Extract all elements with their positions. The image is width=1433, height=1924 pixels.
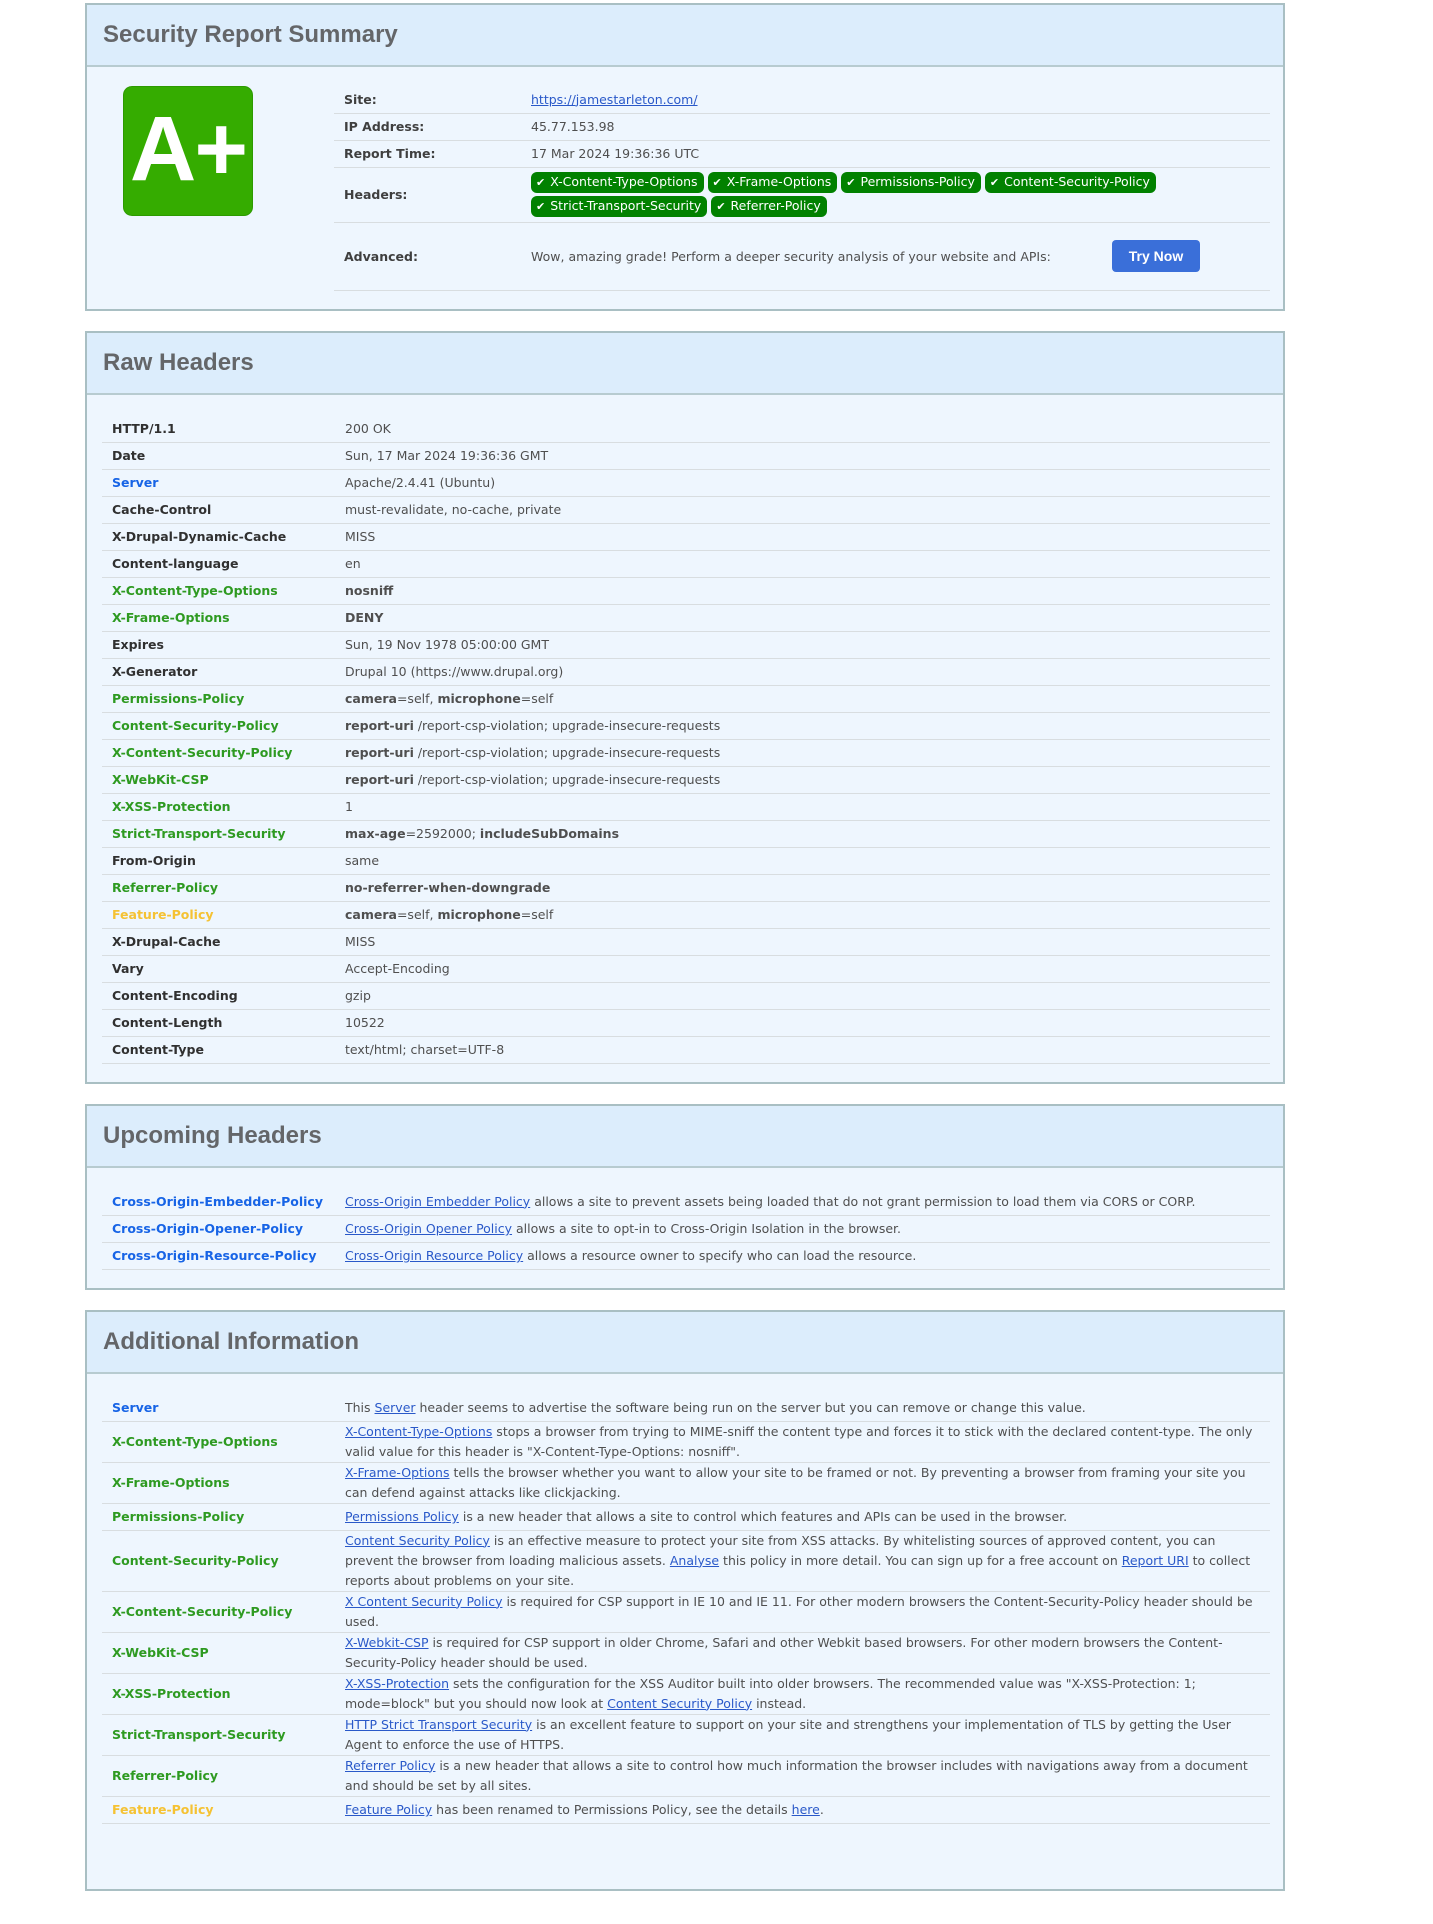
header-value bbox=[335, 901, 1270, 928]
header-pill-label: Referrer-Policy bbox=[730, 198, 821, 214]
summary-table bbox=[334, 86, 1270, 291]
header-name: X-XSS-Protection bbox=[102, 793, 335, 820]
doc-link-x-xss-protection[interactable]: X-XSS-Protection bbox=[345, 1675, 450, 1691]
header-value bbox=[335, 415, 1270, 442]
header-pill-label: Permissions-Policy bbox=[860, 174, 975, 190]
raw-header-row-x-xss-protection bbox=[102, 793, 1270, 820]
header-name: Content-Type bbox=[102, 1036, 335, 1063]
value-keyword: report-uri bbox=[345, 772, 414, 787]
value-keyword: nosniff bbox=[345, 583, 394, 598]
doc-link-report-uri[interactable]: Report URI bbox=[1121, 1552, 1189, 1568]
value-text: 10522 bbox=[345, 1015, 385, 1030]
value-keyword: max-age bbox=[345, 826, 406, 841]
raw-header-row-from-origin bbox=[102, 847, 1270, 874]
value-text: is an excellent feature to support on your site and strengthens your implementation of TLS by getting the User Agent to enforce the use of HTTPS. bbox=[345, 1716, 1231, 1752]
doc-link-referrer-policy[interactable]: Referrer Policy bbox=[345, 1757, 436, 1773]
report-time-value: 17 Mar 2024 19:36:36 UTC bbox=[521, 140, 1270, 167]
header-value bbox=[335, 955, 1270, 982]
info-row-x-content-type-options bbox=[102, 1421, 1270, 1462]
value-text: is an effective measure to protect your site from XSS attacks. By whitelisting sources of approved content, you can prevent the browser from loading malicious assets. bbox=[345, 1532, 1216, 1568]
value-text: Accept-Encoding bbox=[345, 961, 450, 976]
header-name: Cache-Control bbox=[102, 496, 335, 523]
header-name: Server bbox=[102, 1394, 335, 1421]
try-now-button[interactable]: Try Now bbox=[1112, 240, 1200, 272]
header-value bbox=[335, 685, 1270, 712]
value-text: header seems to advertise the software being run on the server but you can remove or change this value. bbox=[415, 1399, 1086, 1415]
header-pill-x-frame-options bbox=[708, 172, 838, 193]
header-value bbox=[335, 1188, 1270, 1215]
header-value bbox=[335, 658, 1270, 685]
header-value bbox=[335, 1462, 1270, 1503]
header-name: X-WebKit-CSP bbox=[102, 766, 335, 793]
raw-header-row-x-generator bbox=[102, 658, 1270, 685]
info-row-content-security-policy bbox=[102, 1530, 1270, 1591]
header-value bbox=[335, 1215, 1270, 1242]
value-text: Apache/2.4.41 (Ubuntu) bbox=[345, 475, 496, 490]
value-keyword: report-uri bbox=[345, 718, 414, 733]
raw-header-row-feature-policy bbox=[102, 901, 1270, 928]
raw-header-row-x-webkit-csp bbox=[102, 766, 1270, 793]
value-text: allows a site to prevent assets being loaded that do not grant permission to load them via CORS or CORP. bbox=[530, 1193, 1196, 1209]
value-text: /report-csp-violation; upgrade-insecure-requests bbox=[413, 745, 721, 760]
value-text: Drupal 10 (https://www.drupal.org) bbox=[345, 664, 564, 679]
header-value bbox=[335, 442, 1270, 469]
value-text: This bbox=[345, 1399, 375, 1415]
value-keyword: microphone bbox=[437, 691, 521, 706]
header-name: Content-Security-Policy bbox=[102, 712, 335, 739]
upcoming-headers-table bbox=[102, 1188, 1270, 1270]
header-value bbox=[335, 1394, 1270, 1421]
value-text: has been renamed to Permissions Policy, see the details bbox=[432, 1802, 792, 1817]
header-value bbox=[335, 1714, 1270, 1755]
doc-link-permissions-policy[interactable]: Permissions Policy bbox=[345, 1509, 459, 1524]
advanced-text: Wow, amazing grade! Perform a deeper security analysis of your website and APIs: bbox=[531, 248, 1051, 264]
headers-label: Headers: bbox=[334, 167, 521, 222]
header-name: X-Drupal-Cache bbox=[102, 928, 335, 955]
value-keyword: camera bbox=[345, 691, 397, 706]
header-value bbox=[335, 712, 1270, 739]
header-name: X-XSS-Protection bbox=[102, 1673, 335, 1714]
value-text: =self, bbox=[396, 907, 438, 922]
header-name: Feature-Policy bbox=[102, 1796, 335, 1823]
doc-link-http-strict-transport-security[interactable]: HTTP Strict Transport Security bbox=[345, 1716, 533, 1732]
header-value bbox=[335, 1530, 1270, 1591]
ip-label: IP Address: bbox=[334, 113, 521, 140]
value-text: /report-csp-violation; upgrade-insecure-requests bbox=[413, 718, 721, 733]
raw-header-row-content-language bbox=[102, 550, 1270, 577]
header-pill-permissions-policy bbox=[841, 172, 981, 193]
header-value bbox=[335, 820, 1270, 847]
header-name: X-Content-Type-Options bbox=[102, 1421, 335, 1462]
header-value bbox=[335, 1421, 1270, 1462]
value-keyword: includeSubDomains bbox=[479, 826, 620, 841]
value-keyword: DENY bbox=[345, 610, 384, 625]
check-icon: ✔ bbox=[989, 176, 1000, 189]
header-value bbox=[335, 1632, 1270, 1673]
header-value bbox=[335, 739, 1270, 766]
header-value bbox=[335, 1242, 1270, 1269]
raw-header-row-x-drupal-cache bbox=[102, 928, 1270, 955]
raw-header-row-content-security-policy bbox=[102, 712, 1270, 739]
value-text: must-revalidate, no-cache, private bbox=[345, 502, 562, 517]
header-value bbox=[335, 523, 1270, 550]
header-value bbox=[335, 1503, 1270, 1530]
header-name: From-Origin bbox=[102, 847, 335, 874]
doc-link-content-security-policy[interactable]: Content Security Policy bbox=[607, 1695, 753, 1711]
value-text: =self bbox=[520, 691, 554, 706]
header-name: Expires bbox=[102, 631, 335, 658]
header-value bbox=[335, 928, 1270, 955]
check-icon: ✔ bbox=[536, 176, 546, 189]
header-value bbox=[335, 631, 1270, 658]
info-row-x-frame-options bbox=[102, 1462, 1270, 1503]
header-name: Cross-Origin-Resource-Policy bbox=[102, 1242, 335, 1269]
header-value bbox=[335, 469, 1270, 496]
raw-header-row-referrer-policy bbox=[102, 874, 1270, 901]
value-text: same bbox=[345, 853, 380, 868]
header-name: Permissions-Policy bbox=[102, 685, 335, 712]
raw-header-row-date bbox=[102, 442, 1270, 469]
upcoming-header-row-cross-origin-resource-policy bbox=[102, 1242, 1270, 1269]
value-text: MISS bbox=[345, 934, 376, 949]
doc-link-server[interactable]: Server bbox=[374, 1399, 416, 1415]
check-icon: ✔ bbox=[716, 200, 726, 213]
header-name: X-Content-Security-Policy bbox=[102, 1591, 335, 1632]
header-pill-label: Content-Security-Policy bbox=[1004, 174, 1150, 190]
summary-row-ip bbox=[334, 113, 1270, 140]
summary-row-headers bbox=[334, 167, 1270, 222]
header-name: Content-Encoding bbox=[102, 982, 335, 1009]
header-name: Feature-Policy bbox=[102, 901, 335, 928]
additional-information-title: Additional Information bbox=[103, 1328, 359, 1355]
header-value bbox=[335, 1009, 1270, 1036]
raw-header-row-expires bbox=[102, 631, 1270, 658]
header-name: Strict-Transport-Security bbox=[102, 820, 335, 847]
raw-headers-header bbox=[87, 333, 1283, 395]
info-row-server bbox=[102, 1394, 1270, 1421]
check-icon: ✔ bbox=[712, 176, 722, 189]
doc-link-cross-origin-resource-policy[interactable]: Cross-Origin Resource Policy bbox=[345, 1248, 524, 1263]
additional-information-table bbox=[102, 1394, 1270, 1824]
raw-headers-table bbox=[102, 415, 1270, 1064]
header-name: X-Generator bbox=[102, 658, 335, 685]
raw-header-row-content-type bbox=[102, 1036, 1270, 1063]
value-text: 200 OK bbox=[345, 420, 391, 436]
raw-header-row-x-frame-options bbox=[102, 604, 1270, 631]
value-text: /report-csp-violation; upgrade-insecure-requests bbox=[413, 772, 721, 787]
header-value bbox=[335, 577, 1270, 604]
header-name: Server bbox=[102, 469, 335, 496]
raw-header-row-x-content-type-options bbox=[102, 577, 1270, 604]
upcoming-header-row-cross-origin-opener-policy bbox=[102, 1215, 1270, 1242]
header-value bbox=[335, 793, 1270, 820]
header-name: Cross-Origin-Embedder-Policy bbox=[102, 1188, 335, 1215]
value-text: is required for CSP support in older Chrome, Safari and other Webkit based browsers. For other modern browsers the Content-Security-Policy header should be used. bbox=[345, 1634, 1223, 1670]
header-name: Cross-Origin-Opener-Policy bbox=[102, 1215, 335, 1242]
header-value bbox=[335, 874, 1270, 901]
value-text: MISS bbox=[345, 529, 376, 544]
header-value bbox=[335, 1036, 1270, 1063]
summary-header bbox=[87, 5, 1283, 67]
value-text: is required for CSP support in IE 10 and IE 11. For other modern browsers the Content-Security-Policy header should be used. bbox=[345, 1593, 1253, 1629]
header-value bbox=[335, 1755, 1270, 1796]
header-name: Content-language bbox=[102, 550, 335, 577]
value-keyword: no-referrer-when-downgrade bbox=[345, 880, 551, 895]
value-text: text/html; charset=UTF-8 bbox=[345, 1042, 505, 1057]
raw-headers-title: Raw Headers bbox=[103, 349, 254, 376]
summary-row-report-time bbox=[334, 140, 1270, 167]
doc-link-here[interactable]: here bbox=[791, 1802, 820, 1817]
header-name: X-Drupal-Dynamic-Cache bbox=[102, 523, 335, 550]
value-text: is a new header that allows a site to control how much information the browser includes with navigations away from a document and should be set by all sites. bbox=[345, 1757, 1248, 1793]
header-pills bbox=[531, 172, 1171, 217]
header-pill-label: Strict-Transport-Security bbox=[550, 198, 702, 214]
header-pill-referrer-policy bbox=[711, 196, 826, 217]
header-value bbox=[335, 1796, 1270, 1823]
header-value bbox=[335, 847, 1270, 874]
summary-title: Security Report Summary bbox=[103, 21, 398, 48]
header-pill-content-security-policy bbox=[985, 172, 1156, 193]
header-value bbox=[335, 766, 1270, 793]
header-name: Content-Security-Policy bbox=[102, 1530, 335, 1591]
value-text: this policy in more detail. You can sign up for a free account on bbox=[719, 1552, 1122, 1568]
grade-value: A+ bbox=[129, 98, 247, 200]
value-text: . bbox=[819, 1802, 824, 1817]
upcoming-header-row-cross-origin-embedder-policy bbox=[102, 1188, 1270, 1215]
raw-header-row-strict-transport-security bbox=[102, 820, 1270, 847]
header-name: X-Content-Type-Options bbox=[102, 577, 335, 604]
header-name: Content-Length bbox=[102, 1009, 335, 1036]
ip-value: 45.77.153.98 bbox=[521, 113, 1270, 140]
check-icon: ✔ bbox=[846, 176, 856, 189]
raw-header-row-server bbox=[102, 469, 1270, 496]
header-name: HTTP/1.1 bbox=[102, 415, 335, 442]
header-name: Permissions-Policy bbox=[102, 1503, 335, 1530]
value-text: instead. bbox=[752, 1695, 807, 1711]
header-value bbox=[335, 1673, 1270, 1714]
upcoming-headers-panel bbox=[85, 1104, 1285, 1290]
value-text: allows a resource owner to specify who can load the resource. bbox=[523, 1248, 917, 1263]
additional-information-panel bbox=[85, 1310, 1285, 1891]
value-text: Sun, 17 Mar 2024 19:36:36 GMT bbox=[345, 448, 549, 463]
info-row-x-xss-protection bbox=[102, 1673, 1270, 1714]
header-name: Referrer-Policy bbox=[102, 874, 335, 901]
header-pill-label: X-Content-Type-Options bbox=[550, 174, 698, 190]
header-name: X-Frame-Options bbox=[102, 604, 335, 631]
doc-link-feature-policy[interactable]: Feature Policy bbox=[345, 1802, 433, 1817]
value-text: =self bbox=[520, 907, 554, 922]
value-keyword: camera bbox=[345, 907, 397, 922]
value-keyword: microphone bbox=[437, 907, 521, 922]
raw-header-row-http-1-1 bbox=[102, 415, 1270, 442]
additional-information-header bbox=[87, 1312, 1283, 1374]
value-text: =self, bbox=[396, 691, 438, 706]
header-name: Vary bbox=[102, 955, 335, 982]
report-time-label: Report Time: bbox=[334, 140, 521, 167]
value-text: en bbox=[345, 556, 361, 571]
header-name: X-Frame-Options bbox=[102, 1462, 335, 1503]
doc-link-x-content-security-policy[interactable]: X Content Security Policy bbox=[345, 1593, 503, 1609]
doc-link-content-security-policy[interactable]: Content Security Policy bbox=[345, 1532, 490, 1548]
doc-link-cross-origin-embedder-policy[interactable]: Cross-Origin Embedder Policy bbox=[345, 1193, 531, 1209]
header-name: Strict-Transport-Security bbox=[102, 1714, 335, 1755]
value-text: stops a browser from trying to MIME-sniff the content type and forces it to stick with the declared content-type. The only valid value for this header is "X-Content-Type-Options: nosniff". bbox=[345, 1423, 1253, 1459]
upcoming-headers-title: Upcoming Headers bbox=[103, 1122, 322, 1149]
header-pill-label: X-Frame-Options bbox=[726, 174, 832, 190]
header-name: Referrer-Policy bbox=[102, 1755, 335, 1796]
info-row-feature-policy bbox=[102, 1796, 1270, 1823]
site-link[interactable]: https://jamestarleton.com/ bbox=[531, 91, 698, 107]
raw-header-row-content-length bbox=[102, 1009, 1270, 1036]
header-value bbox=[335, 982, 1270, 1009]
doc-link-x-frame-options[interactable]: X-Frame-Options bbox=[345, 1464, 450, 1480]
header-pill-strict-transport-security bbox=[531, 196, 707, 217]
header-value bbox=[335, 604, 1270, 631]
header-name: X-WebKit-CSP bbox=[102, 1632, 335, 1673]
header-pill-x-content-type-options bbox=[531, 172, 704, 193]
value-text: 1 bbox=[345, 799, 353, 814]
doc-link-analyse[interactable]: Analyse bbox=[669, 1552, 720, 1568]
security-report-summary-panel bbox=[85, 3, 1285, 311]
value-text: allows a site to opt-in to Cross-Origin Isolation in the browser. bbox=[512, 1221, 902, 1236]
header-value bbox=[335, 496, 1270, 523]
grade-badge bbox=[123, 86, 253, 216]
raw-header-row-content-encoding bbox=[102, 982, 1270, 1009]
upcoming-headers-header bbox=[87, 1106, 1283, 1168]
doc-link-x-content-type-options[interactable]: X-Content-Type-Options bbox=[345, 1423, 493, 1439]
value-text: to collect reports about problems on your site. bbox=[345, 1552, 1251, 1588]
header-value bbox=[335, 1591, 1270, 1632]
header-value bbox=[335, 550, 1270, 577]
value-text: is a new header that allows a site to control which features and APIs can be used in the browser. bbox=[458, 1509, 1068, 1524]
value-text: Sun, 19 Nov 1978 05:00:00 GMT bbox=[345, 637, 549, 652]
header-name: X-Content-Security-Policy bbox=[102, 739, 335, 766]
raw-header-row-cache-control bbox=[102, 496, 1270, 523]
summary-row-site bbox=[334, 86, 1270, 113]
site-label: Site: bbox=[334, 86, 521, 113]
raw-header-row-x-drupal-dynamic-cache bbox=[102, 523, 1270, 550]
value-keyword: report-uri bbox=[345, 745, 414, 760]
value-text: gzip bbox=[345, 988, 371, 1003]
header-name: Date bbox=[102, 442, 335, 469]
value-text: =2592000; bbox=[405, 826, 480, 841]
info-row-permissions-policy bbox=[102, 1503, 1270, 1530]
value-text: tells the browser whether you want to allow your site to be framed or not. By preventing a browser from framing your site you can defend against attacks like clickjacking. bbox=[345, 1464, 1246, 1500]
info-row-x-webkit-csp bbox=[102, 1632, 1270, 1673]
advanced-label: Advanced: bbox=[334, 222, 521, 290]
raw-header-row-vary bbox=[102, 955, 1270, 982]
check-icon: ✔ bbox=[536, 200, 546, 213]
raw-header-row-permissions-policy bbox=[102, 685, 1270, 712]
value-text: sets the configuration for the XSS Auditor built into older browsers. The recommended value was "X-XSS-Protection: 1; mode=block" but you should now look at bbox=[345, 1675, 1196, 1711]
raw-headers-panel bbox=[85, 331, 1285, 1084]
doc-link-x-webkit-csp[interactable]: X-Webkit-CSP bbox=[345, 1634, 429, 1650]
info-row-strict-transport-security bbox=[102, 1714, 1270, 1755]
raw-header-row-x-content-security-policy bbox=[102, 739, 1270, 766]
doc-link-cross-origin-opener-policy[interactable]: Cross-Origin Opener Policy bbox=[345, 1221, 513, 1236]
summary-row-advanced bbox=[334, 222, 1270, 290]
info-row-x-content-security-policy bbox=[102, 1591, 1270, 1632]
info-row-referrer-policy bbox=[102, 1755, 1270, 1796]
